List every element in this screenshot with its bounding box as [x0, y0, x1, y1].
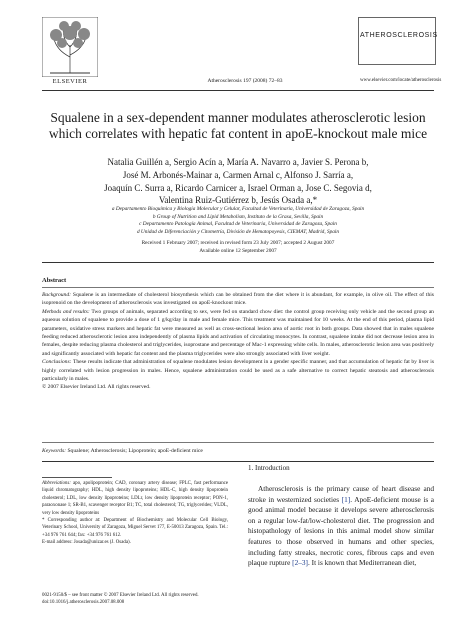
keywords-divider [42, 461, 434, 462]
publisher-name: ELSEVIER [52, 78, 88, 85]
intro-text-a: Atherosclerosis is the primary cause of heart disease and stroke in westernized societies [248, 484, 434, 504]
abstract-copyright: © 2007 Elsevier Ireland Ltd. All rights reserved. [42, 384, 151, 391]
footnote-rule [42, 477, 112, 478]
authors-line-2: José M. Arbonés-Mainar a, Carmen Arnal c, Alfonso J. Sarría a, [122, 169, 354, 180]
background-text: Squalene is an intermediate of cholesterol biosynthesis which can be obtained from the diet where it is abundant, for example, in olive oil. The effect of this isoprenoid on the development of atherosclerosis was investigated on apoE-knockout mice. [42, 292, 434, 307]
issn-block [42, 592, 242, 607]
authors-line-1: Natalia Guillén a, Sergio Acín a, María A. Navarro a, Javier S. Perona b, [107, 157, 369, 167]
affiliation-d: d Unidad de Diferenciación y Citometría, División de Hematopoyesis, CIEMAT, Madrid, Spain [136, 228, 340, 235]
article-title [42, 110, 434, 142]
abstract-bottom-rule [42, 442, 434, 443]
affiliation-a: a Departamento Bioquímica y Biología Molecular y Celular, Facultad de Veterinaria, Universidad de Zaragoza, Spain [111, 206, 365, 212]
header-divider [42, 90, 434, 91]
journal-url[interactable]: www.elsevier.com/locate/atherosclerosis [360, 78, 442, 83]
abbreviations-text: apo, apolipoprotein; CAD, coronary artery disease; FPLC, fast performance liquid chromatography; HDL, high density lipoproteins; HDL-C, high density lipoprotein cholesterol; LDL, low density lipoproteins; LDLr, low density lipoprotein receptor; PON-1, paraoxonase 1; SR-B1, scavenger receptor B1; TC, total cholesterol; TG, triglycerides; VLDL, very low density lipoproteins [42, 481, 228, 516]
affiliation-b: b Group of Nutrition and Lipid Metabolism, Instituto de la Grasa, Sevilla, Spain [152, 213, 324, 220]
keywords-text: Squalene; Atherosclerosis; Lipoprotein; apoE-deficient mice [67, 448, 203, 454]
doi-link[interactable]: doi:10.1016/j.atherosclerosis.2007.08.008 [42, 600, 125, 606]
abbreviations-note [42, 480, 228, 517]
abstract-body [42, 291, 434, 392]
keywords-label: Keywords: [42, 448, 67, 454]
abbreviations-label: Abbreviations: [42, 481, 71, 486]
elsevier-tree-icon [42, 17, 98, 77]
conclusions-text: These results indicate that administration of squalene modulates lesion development in a gender specific manner, and that accumulation of hepatic fat by liver is highly correlated with lesion progression in males. Hence, squalene administration could be used as a safe alternative to correct hepatic steatosis and atherosclerosis particularly in males. [42, 359, 434, 383]
intro-text-b: . ApoE-deficient mouse is a good animal model because it develops severe atherosclerosis on a regular low-fat/low-cholesterol diet. The progression and histopathology of lesions in this animal model show similar features to those observed in humans and other species, including fatty streaks, necrotic cores, fibrous caps and even plaque rupture [248, 494, 434, 568]
affiliations [60, 206, 416, 236]
abstract-methods [42, 308, 434, 358]
keywords [42, 448, 203, 454]
corresponding-author-note: * Corresponding author at: Department of Biochemistry and Molecular Cell Biology, Veterinary School, University of Zaragoza, Miguel Servet 177, E-50013 Zaragoza, Spain. Tel.: +34 976 761 644; fax: +34 976 761 612. [42, 518, 228, 538]
journal-name: ATHEROSCLEROSIS [360, 32, 438, 39]
email-note[interactable]: E-mail address: Josada@unizar.es (J. Osada). [42, 540, 131, 546]
author-list [60, 156, 416, 207]
journal-logo-box [358, 17, 436, 65]
article-history [60, 240, 416, 255]
received-dates: Received 1 February 2007; received in revised form 23 July 2007; accepted 2 August 2007 [141, 240, 335, 246]
authors-line-3: Joaquín C. Surra a, Ricardo Carnicer a, Israel Orman a, Jose C. Segovia d, [104, 182, 372, 193]
journal-citation: Atherosclerosis 197 (2008) 72–83 [207, 78, 283, 84]
background-label: Background: [42, 292, 71, 298]
abstract-heading: Abstract [42, 277, 67, 284]
title-line-1: Squalene in a sex-dependent manner modulates atherosclerotic lesion [50, 110, 426, 125]
authors-line-4: Valentina Ruiz-Gutiérrez b, Jesús Osada a,* [158, 195, 318, 206]
conclusions-label: Conclusions: [42, 359, 72, 366]
reference-link-1[interactable]: [1] [341, 494, 351, 504]
affiliation-c: c Departamento Patología Animal, Facultad de Veterinaria, Universidad de Zaragoza, Spain [139, 221, 337, 228]
intro-text-c: . It is known that Mediterranean diet, [307, 558, 417, 568]
issn-line: 0021-9150/$ – see front matter © 2007 Elsevier Ireland Ltd. All rights reserved. [42, 593, 199, 598]
introduction-heading: 1. Introduction [248, 464, 290, 472]
abstract-background [42, 291, 434, 308]
abstract-top-rule [42, 287, 434, 288]
methods-label: Methods and results: [42, 308, 90, 315]
introduction-text [248, 484, 434, 569]
available-online: Available online 12 September 2007 [199, 247, 277, 254]
title-divider [42, 262, 434, 263]
reference-link-2-3[interactable]: [2–3] [292, 558, 308, 568]
title-line-2: which correlates with hepatic fat content in apoE-knockout male mice [48, 126, 428, 141]
footnotes [42, 480, 228, 547]
methods-text: Two groups of animals, separated according to sex, were fed on standard chow diet: the control group receiving only vehicle and the second group an aqueous solution of squalene to provide a dose of 1 g/kg/day in male and female mice. This treatment was maintained for 10 weeks. At the end of this period, plasma lipid parameters, oxidative stress markers and hepatic fat were measured as well as cross-sectional lesion area of aortic root in both groups. Data showed that in males squalene feeding reduced atherosclerotic lesion area independently of plasma lipids and activation of circulating monocytes. In contrast, squalene intake did not decrease lesion area in females, despite reducing plasma cholesterol and triglycerides, isoprostane and percentage of Mac-1 expressing white cells. In males, atherosclerotic lesion area was positively and significantly associated with hepatic fat content and the plasma triglycerides were also strongly associated with liver weight. [42, 308, 434, 357]
abstract-conclusions [42, 358, 434, 383]
